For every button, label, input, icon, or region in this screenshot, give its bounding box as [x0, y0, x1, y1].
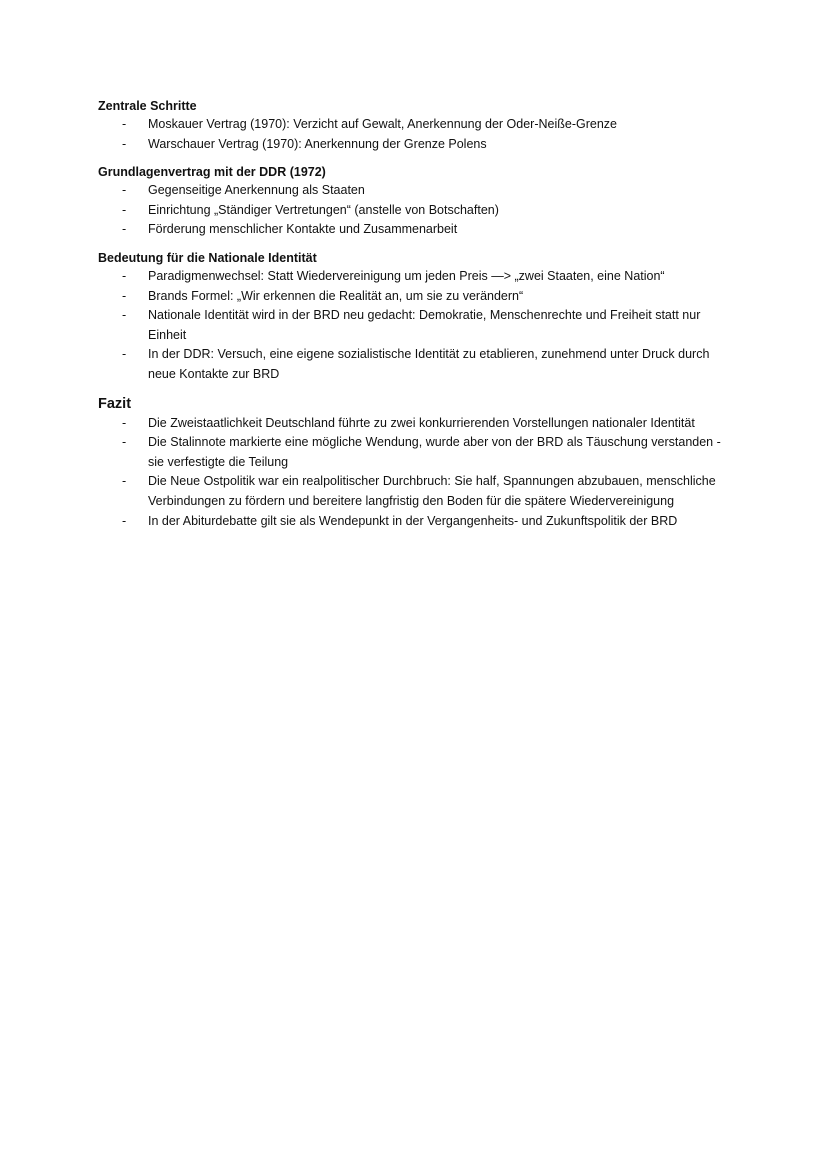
bullet-list [98, 414, 738, 532]
list-item [98, 345, 738, 384]
bullet-dash: - [122, 513, 127, 528]
list-item [98, 201, 738, 221]
list-item-text: Brands Formel: „Wir erkennen die Realität an, um sie zu verändern“ [148, 288, 524, 303]
bullet-dash: - [122, 415, 127, 430]
list-item [98, 135, 738, 155]
list-item-text: Nationale Identität wird in der BRD neu gedacht: Demokratie, Menschenrechte und Freiheit statt nur Einheit [148, 308, 701, 342]
list-item-text: In der DDR: Versuch, eine eigene sozialistische Identität zu etablieren, zunehmend unter Druck durch neue Kontakte zur BRD [148, 347, 710, 381]
bullet-dash: - [122, 222, 127, 237]
bullet-dash: - [122, 202, 127, 217]
bullet-list [98, 267, 738, 385]
list-item [98, 306, 738, 345]
list-item-text: In der Abiturdebatte gilt sie als Wendepunkt in der Vergangenheits- und Zukunftspolitik der BRD [148, 513, 678, 528]
list-item-text: Gegenseitige Anerkennung als Staaten [148, 183, 365, 198]
section-heading-nationale-identitaet: Bedeutung für die Nationale Identität [98, 250, 317, 265]
bullet-list [98, 181, 738, 240]
list-item-text: Paradigmenwechsel: Statt Wiedervereinigung um jeden Preis —> „zwei Staaten, eine Nation“ [148, 268, 665, 283]
list-item [98, 414, 738, 434]
list-item [98, 115, 738, 135]
section-heading-grundlagenvertrag: Grundlagenvertrag mit der DDR (1972) [98, 165, 326, 180]
bullet-dash: - [122, 268, 127, 283]
bullet-list [98, 115, 738, 154]
document-page [98, 97, 738, 531]
list-item-text: Moskauer Vertrag (1970): Verzicht auf Gewalt, Anerkennung der Oder-Neiße-Grenze [148, 117, 617, 131]
bullet-dash: - [122, 183, 127, 198]
section-heading-zentrale-schritte: Zentrale Schritte [98, 99, 197, 113]
list-item [98, 267, 738, 287]
bullet-dash: - [122, 435, 127, 450]
section-heading-fazit: Fazit [98, 395, 132, 412]
bullet-dash: - [122, 136, 127, 151]
list-item-text: Die Zweistaatlichkeit Deutschland führte zu zwei konkurrierenden Vorstellungen nationaler Identität [148, 415, 695, 430]
list-item [98, 220, 738, 240]
list-item [98, 181, 738, 201]
list-item-text: Warschauer Vertrag (1970): Anerkennung der Grenze Polens [148, 136, 487, 151]
bullet-dash: - [122, 308, 127, 323]
list-item-text: Einrichtung „Ständiger Vertretungen“ (anstelle von Botschaften) [148, 202, 499, 217]
bullet-dash: - [122, 117, 127, 131]
bullet-dash: - [122, 347, 127, 362]
list-item-text: Förderung menschlicher Kontakte und Zusammenarbeit [148, 222, 458, 237]
bullet-dash: - [122, 288, 127, 303]
bullet-dash: - [122, 474, 127, 489]
list-item [98, 287, 738, 307]
list-item-text: Die Neue Ostpolitik war ein realpolitischer Durchbruch: Sie half, Spannungen abzubauen, menschliche Verbindungen zu fördern und bereitere langfristig den Boden für die spätere Wiedervereinigung [148, 474, 716, 508]
list-item-text: Die Stalinnote markierte eine mögliche Wendung, wurde aber von der BRD als Täuschung verstanden - sie verfestigte die Teilung [148, 435, 721, 469]
list-item [98, 512, 738, 532]
list-item [98, 472, 738, 511]
list-item [98, 433, 738, 472]
